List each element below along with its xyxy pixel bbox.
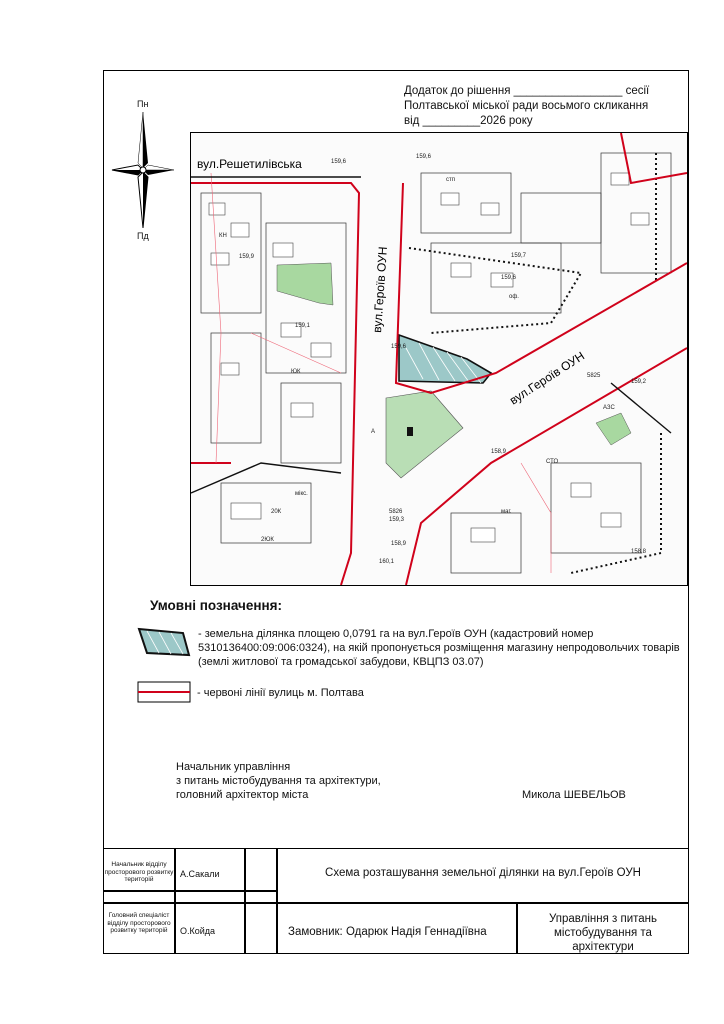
stamp-sign2 [245, 903, 277, 954]
stamp-blank-row [103, 891, 175, 903]
addendum-line1: Додаток до рішення _________________ сесії [404, 85, 650, 97]
addendum-block [404, 84, 684, 129]
stamp-customer: Замовник: Одарюк Надія Геннадіївна [277, 903, 517, 954]
map-label: 5825 [587, 373, 601, 379]
signatory-title [176, 760, 381, 802]
map-label: СТО [546, 459, 559, 465]
map-label: 2ЮК [261, 537, 274, 543]
map-label: 158,9 [491, 449, 507, 455]
stamp-name2: О.Койда [175, 903, 245, 954]
stamp-blank-row [245, 891, 277, 903]
addendum-line3: від _________2026 року [404, 115, 533, 127]
map-label: 5826 [389, 509, 403, 515]
map-drawing [191, 133, 687, 585]
stamp-blank-row [175, 891, 245, 903]
map-label: А [371, 429, 376, 435]
map-label: 159,6 [391, 344, 407, 350]
street-label-reshetylivska: вул.Решетилівська [197, 157, 302, 171]
stamp-sign1 [245, 848, 277, 891]
map-label: ЮК [291, 369, 301, 375]
title-block [103, 848, 689, 954]
map-label: 159,6 [331, 159, 347, 165]
map-label: маг. [501, 509, 512, 515]
map-label: 159,2 [631, 379, 647, 385]
map-label: 158,9 [391, 541, 407, 547]
street-label-heroiv-diagonal: вул.Героїв ОУН [507, 348, 588, 408]
red-line-legend-text: - червоні лінії вулиць м. Полтава [197, 687, 364, 699]
map-label: 160,1 [379, 559, 395, 565]
map-label: КН [219, 233, 227, 239]
map-label: 159,1 [295, 323, 311, 329]
legend-title: Умовні позначення: [150, 598, 283, 613]
map-label: 159,6 [416, 154, 432, 160]
compass-north-label: Пн [137, 99, 149, 109]
cadastral-map [190, 132, 688, 586]
parcel-legend-text: - земельна ділянка площею 0,0791 га на вул.Героїв ОУН (кадастровий номер 5310136400:09:006:0324), на якій пропонується розміщення магазину непродовольчих товарів (землі житлової та громадської забудови, КВЦПЗ 03.07) [198, 628, 680, 668]
map-label: стп [446, 177, 455, 183]
map-label: 159,7 [511, 253, 527, 259]
red-line-legend-icon [137, 681, 191, 703]
map-label: АЗС [603, 405, 615, 411]
map-label: 20К [271, 509, 282, 515]
map-label: мікс. [295, 491, 308, 497]
compass-south-label: Пд [137, 231, 149, 241]
map-label: 159,6 [501, 275, 517, 281]
stamp-organization: Управління з питань містобудування та архітектури [517, 903, 689, 954]
stamp-name1: А.Сакали [175, 848, 245, 891]
parcel-legend-icon [137, 623, 193, 659]
street-label-heroiv-vertical: вул.Героїв ОУН [370, 246, 391, 334]
stamp-role2: Головний спеціаліст відділу просторового розвитку територій [103, 903, 175, 954]
signatory-line3: головний архітектор міста [176, 789, 309, 801]
map-label: 159,3 [389, 517, 405, 523]
signatory-line2: з питань містобудування та архітектури, [176, 775, 381, 787]
signatory-line1: Начальник управління [176, 761, 291, 773]
addendum-line2: Полтавської міської ради восьмого скликання [404, 100, 649, 112]
stamp-title: Схема розташування земельної ділянки на вул.Героїв ОУН [277, 848, 689, 903]
map-label: 159,9 [239, 254, 255, 260]
compass-icon [108, 98, 178, 242]
map-label: оф. [509, 294, 519, 300]
stamp-role1: Начальник відділу просторового розвитку територій [103, 848, 175, 891]
map-label: 158,8 [631, 549, 647, 555]
signatory-name: Микола ШЕВЕЛЬОВ [522, 789, 626, 801]
